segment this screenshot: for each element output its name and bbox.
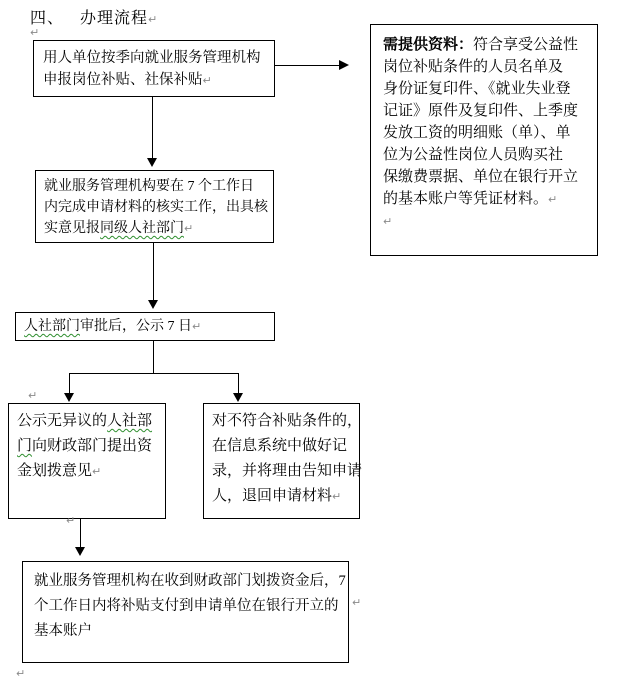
box-materials-line2: 岗位补贴条件的人员名单及 (383, 59, 564, 75)
box-payment-line1: 就业服务管理机构在收到财政部门划拨资金后，7 (34, 573, 346, 589)
flow-box-apply (33, 40, 275, 97)
arrowhead-down-icon (75, 547, 85, 556)
box-materials-line8: 的基本账户等凭证材料。↵ (383, 191, 558, 207)
arrowhead-right-icon (339, 60, 349, 70)
box-payment-line3: 基本账户 (34, 623, 92, 639)
paragraph-mark-icon: ↵ (28, 389, 38, 402)
connector-line (69, 373, 70, 394)
paragraph-mark-icon: ↵ (352, 596, 362, 609)
paragraph-mark-icon: ↵ (92, 465, 102, 478)
flow-box-reject (203, 403, 363, 519)
paragraph-mark-icon: ↵ (548, 193, 558, 206)
grammar-squiggle-text: 门 (17, 438, 33, 454)
paragraph-mark-icon: ↵ (383, 215, 393, 228)
flow-box-no-objection (8, 403, 166, 519)
paragraph-mark-icon: ↵ (148, 13, 159, 26)
flow-box-verify (35, 170, 274, 243)
arrowhead-down-icon (233, 393, 243, 402)
connector-line (153, 243, 154, 301)
box-reject-line3: 录，并将理由告知申请 (212, 463, 363, 479)
flow-box-materials (370, 24, 598, 256)
box-review-line: 人社部门审批后，公示 7 日↵ (24, 319, 202, 334)
heading-text: 办理流程 (80, 10, 149, 27)
box-no-objection-line2: 门向财政部门提出资 (17, 438, 153, 454)
materials-label: 需提供资料： (383, 37, 474, 53)
box-apply-line1: 用人单位按季向就业服务管理机构 (43, 50, 261, 66)
flow-box-review (15, 312, 275, 341)
paragraph-mark-icon: ↵ (30, 26, 40, 39)
paragraph-mark-icon: ↵ (16, 667, 26, 676)
box-apply-line2: 申报岗位补贴、社保补贴↵ (43, 72, 212, 88)
box-no-objection-line1: 公示无异议的人社部 (17, 413, 153, 429)
arrowhead-down-icon (148, 300, 158, 309)
connector-line (80, 519, 81, 548)
box-reject-line2: 在信息系统中做好记 (212, 438, 348, 454)
section-heading (30, 5, 158, 28)
connector-line (153, 341, 154, 374)
grammar-squiggle-text: 同级人社部门 (100, 221, 184, 236)
connector-line (238, 373, 239, 394)
connector-line (275, 65, 339, 66)
box-verify-line3: 实意见报同级人社部门↵ (44, 221, 194, 236)
connector-line (69, 373, 239, 374)
grammar-squiggle-text: 人社部 (107, 413, 153, 429)
box-materials-line5: 发放工资的明细账（单）、单 (383, 125, 571, 141)
box-reject-line4: 人，退回申请材料↵ (212, 488, 342, 504)
box-materials-line4: 记证》原件及复印件、上季度 (383, 103, 579, 119)
paragraph-mark-icon: ↵ (184, 222, 194, 235)
box-materials-line7: 保缴费票据、单位在银行开立 (383, 169, 579, 185)
grammar-squiggle-text: 人社部门 (24, 319, 80, 334)
heading-numbering: 四、 (30, 10, 65, 27)
flow-box-payment (22, 561, 349, 663)
paragraph-mark-icon: ↵ (202, 74, 212, 87)
box-payment-line2: 个工作日内将补贴支付到申请单位在银行开立的 (34, 598, 339, 614)
box-materials-line3: 身份证复印件、《就业失业登 (383, 81, 571, 97)
box-materials-empty-line (383, 210, 585, 232)
box-materials-line6: 位为公益性岗位人员购买社 (383, 147, 564, 163)
box-no-objection-line3: 金划拨意见↵ (17, 463, 102, 479)
box-verify-line2: 内完成申请材料的核实工作，出具核 (44, 200, 268, 215)
box-materials-line1: 需提供资料：符合享受公益性 (383, 37, 579, 53)
box-reject-line1: 对不符合补贴条件的， (212, 413, 363, 429)
arrowhead-down-icon (147, 158, 157, 167)
box-verify-line1: 就业服务管理机构要在 7 个工作日 (44, 179, 254, 194)
paragraph-mark-icon: ↵ (332, 490, 342, 503)
arrowhead-down-icon (64, 393, 74, 402)
connector-line (152, 97, 153, 159)
paragraph-mark-icon: ↵ (66, 514, 76, 527)
paragraph-mark-icon: ↵ (192, 320, 202, 333)
